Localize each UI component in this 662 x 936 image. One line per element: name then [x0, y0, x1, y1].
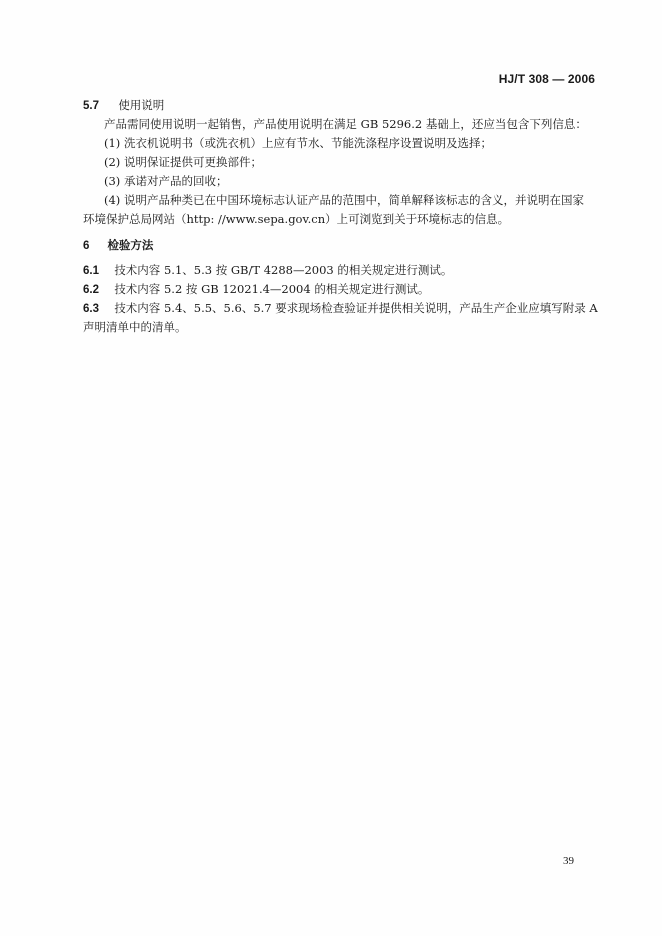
- section-5-7-heading: [83, 98, 164, 113]
- section-number: 6: [83, 240, 90, 252]
- clause-6-1: [83, 263, 452, 278]
- clause-text: 技术内容 5.2 按 GB 12021.4—2004 的相关规定进行测试。: [114, 282, 430, 296]
- clause-6-3-continued: 声明清单中的清单。: [83, 320, 187, 334]
- section-title: 使用说明: [118, 98, 165, 112]
- standard-code: HJ/T 308 — 2006: [498, 72, 595, 86]
- clause-text: 技术内容 5.1、5.3 按 GB/T 4288—2003 的相关规定进行测试。: [114, 263, 453, 277]
- section-6-heading: [83, 238, 153, 253]
- list-item-4: (4) 说明产品种类已在中国环境标志认证产品的范围中，简单解释该标志的含义，并说明在国家: [104, 193, 584, 207]
- list-item-4-continued: 环境保护总局网站（http: //www.sepa.gov.cn）上可浏览到关于环境标志的信息。: [83, 212, 510, 226]
- list-item-3: (3) 承诺对产品的回收；: [104, 174, 228, 188]
- clause-6-3: [83, 301, 598, 316]
- clause-text: 技术内容 5.4、5.5、5.6、5.7 要求现场检查验证并提供相关说明，产品生产企业应填写附录 A: [114, 301, 598, 315]
- clause-number: 6.3: [83, 303, 99, 315]
- list-item-2: (2) 说明保证提供可更换部件；: [104, 155, 262, 169]
- clause-number: 6.2: [83, 284, 99, 296]
- section-5-7-intro: 产品需同使用说明一起销售，产品使用说明在满足 GB 5296.2 基础上，还应当包含下列信息：: [104, 117, 587, 131]
- section-title: 检验方法: [107, 238, 154, 252]
- clause-number: 6.1: [83, 265, 99, 277]
- section-number: 5.7: [83, 100, 99, 112]
- page-number: 39: [563, 855, 574, 867]
- clause-6-2: [83, 282, 429, 297]
- list-item-1: (1) 洗衣机说明书（或洗衣机）上应有节水、节能洗涤程序设置说明及选择；: [104, 136, 492, 150]
